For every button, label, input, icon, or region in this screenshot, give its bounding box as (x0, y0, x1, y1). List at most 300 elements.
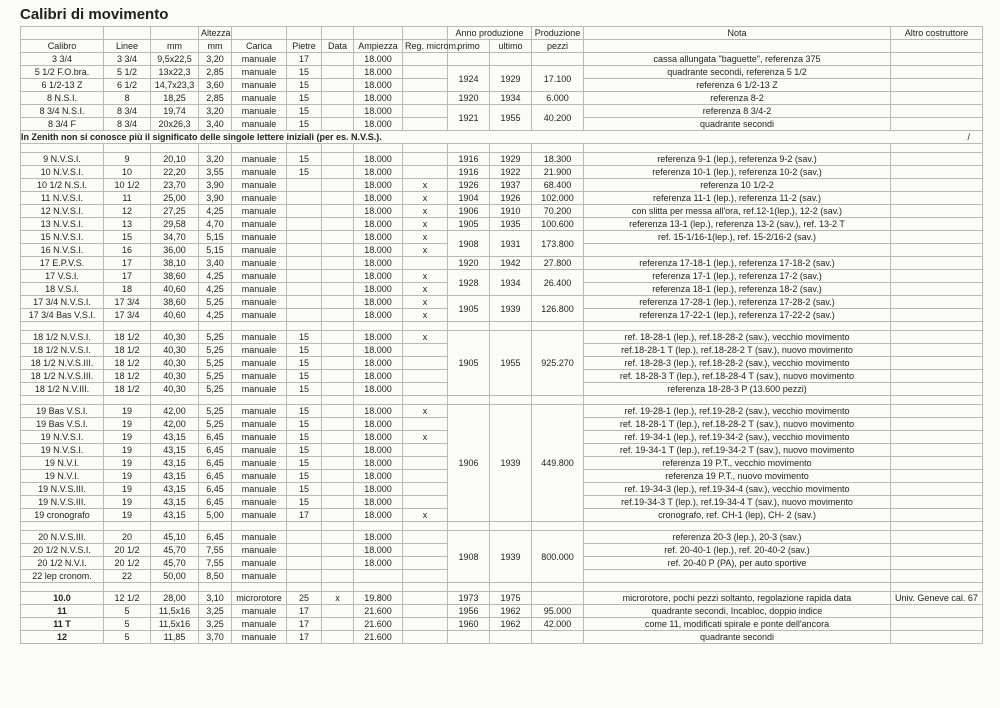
cell-reg-microm: x (403, 283, 448, 296)
cell-pezzi (532, 592, 584, 605)
cell-data (322, 457, 354, 470)
cell-primo: 1920 (448, 257, 490, 270)
cell-pezzi: 173.800 (532, 231, 584, 257)
cell-mm: 13x22,3 (151, 66, 199, 79)
cell-ampiezza: 19.800 (354, 592, 403, 605)
cell-data (322, 79, 354, 92)
cell-pietre: 15 (287, 431, 322, 444)
cell-calibro: 20 1/2 N.V.S.I. (21, 544, 104, 557)
cell-reg-microm: x (403, 509, 448, 522)
cell-nota: ref. 19-34-3 (lep.), ref.19-34-4 (sav.), vecchio movimento (584, 483, 891, 496)
cell-ampiezza: 18.000 (354, 66, 403, 79)
cell-data (322, 309, 354, 322)
cell-pezzi: 102.000 (532, 192, 584, 205)
cell-linee: 12 1/2 (104, 592, 151, 605)
cell-reg-microm (403, 357, 448, 370)
cell-reg-microm: x (403, 218, 448, 231)
cell-primo: 1920 (448, 92, 490, 105)
cell-pezzi: 17.100 (532, 66, 584, 92)
cell-ampiezza: 18.000 (354, 92, 403, 105)
cell-carica: manuale (232, 483, 287, 496)
cell-calibro: 15 N.V.S.I. (21, 231, 104, 244)
cell-calibro: 19 N.V.S.III. (21, 496, 104, 509)
cell-calibro: 18 1/2 N.V.S.III. (21, 357, 104, 370)
cell-data (322, 496, 354, 509)
cell-altro-costruttore (891, 105, 983, 118)
cell-data (322, 179, 354, 192)
cell-reg-microm: x (403, 270, 448, 283)
cell-altezza: 3,25 (199, 605, 232, 618)
cell-nota: referenza 13-1 (lep.), referenza 13-2 (sav.), ref. 13-2 T (584, 218, 891, 231)
cell-nota: quadrante secondi (584, 118, 891, 131)
cell-mm: 43,15 (151, 457, 199, 470)
cell-pezzi: 27.800 (532, 257, 584, 270)
cell-altro-costruttore (891, 470, 983, 483)
cell-reg-microm (403, 66, 448, 79)
cell-data (322, 618, 354, 631)
cell-nota: referenza 11-1 (lep.), referenza 11-2 (sav.) (584, 192, 891, 205)
cell-nota: ref.18-28-1 T (lep.), ref.18-28-2 T (sav.), nuovo movimento (584, 344, 891, 357)
cell-data (322, 53, 354, 66)
page-title: Calibri di movimento (20, 6, 169, 23)
cell-data (322, 631, 354, 644)
cell-altezza: 5,25 (199, 418, 232, 431)
cell-carica: manuale (232, 105, 287, 118)
cell-pietre: 15 (287, 105, 322, 118)
cell-nota: ref. 15-1/16-1(lep.), ref. 15-2/16-2 (sav.) (584, 231, 891, 244)
cell-pezzi: 449.800 (532, 405, 584, 522)
cell-mm: 43,15 (151, 470, 199, 483)
cell-reg-microm (403, 105, 448, 118)
cell-altro-costruttore (891, 570, 983, 583)
cell-calibro: 20 N.V.S.III. (21, 531, 104, 544)
cell-data (322, 557, 354, 570)
table-row (21, 592, 983, 605)
cell-pietre (287, 557, 322, 570)
cell-ultimo: 1942 (490, 257, 532, 270)
cell-reg-microm (403, 592, 448, 605)
cell-data (322, 218, 354, 231)
cell-linee: 20 1/2 (104, 544, 151, 557)
cell-linee: 19 (104, 418, 151, 431)
cell-linee: 19 (104, 509, 151, 522)
cell-pietre (287, 570, 322, 583)
cell-altezza: 3,40 (199, 257, 232, 270)
cell-reg-microm: x (403, 296, 448, 309)
table-row (21, 192, 983, 205)
cell-altro-costruttore (891, 309, 983, 322)
cell-carica: manuale (232, 618, 287, 631)
cell-ampiezza: 18.000 (354, 344, 403, 357)
cell-altezza: 6,45 (199, 470, 232, 483)
cell-data (322, 344, 354, 357)
cell-calibro: 8 N.S.I. (21, 92, 104, 105)
cell-altro-costruttore (891, 153, 983, 166)
cell-linee: 19 (104, 444, 151, 457)
header-data: Data (322, 40, 354, 53)
header-pezzi: pezzi (532, 40, 584, 53)
cell-mm: 45,70 (151, 557, 199, 570)
cell-data (322, 92, 354, 105)
cell-ultimo: 1955 (490, 105, 532, 131)
cell-mm: 50,00 (151, 570, 199, 583)
table-row (21, 405, 983, 418)
cell-linee: 20 1/2 (104, 557, 151, 570)
cell-ampiezza: 18.000 (354, 483, 403, 496)
cell-carica: manuale (232, 444, 287, 457)
cell-altro-costruttore (891, 244, 983, 257)
cell-reg-microm (403, 618, 448, 631)
cell-ampiezza: 18.000 (354, 244, 403, 257)
cell-ampiezza: 18.000 (354, 357, 403, 370)
cell-calibro: 18 V.S.I. (21, 283, 104, 296)
cell-reg-microm (403, 557, 448, 570)
cell-primo: 1905 (448, 296, 490, 322)
cell-altezza: 3,20 (199, 105, 232, 118)
cell-altezza: 3,10 (199, 592, 232, 605)
cell-nota: ref. 19-28-1 (lep.), ref.19-28-2 (sav.), vecchio movimento (584, 405, 891, 418)
cell-nota: referenza 10 1/2-2 (584, 179, 891, 192)
cell-pietre: 25 (287, 592, 322, 605)
cell-altezza: 7,55 (199, 557, 232, 570)
header-row-1 (21, 27, 983, 40)
cell-linee: 17 (104, 270, 151, 283)
cell-carica: manuale (232, 92, 287, 105)
table-row (21, 205, 983, 218)
cell-ultimo: 1937 (490, 179, 532, 192)
cell-nota: referenza 17-18-1 (lep.), referenza 17-18-2 (sav.) (584, 257, 891, 270)
cell-data (322, 231, 354, 244)
cell-altezza: 6,45 (199, 496, 232, 509)
cell-mm: 29,58 (151, 218, 199, 231)
cell-altro-costruttore (891, 79, 983, 92)
table-row (21, 231, 983, 244)
cell-pietre: 17 (287, 53, 322, 66)
table-row (21, 66, 983, 79)
cell-pietre: 15 (287, 457, 322, 470)
cell-calibro: 19 N.V.S.I. (21, 444, 104, 457)
table-row (21, 631, 983, 644)
cell-calibro: 17 V.S.I. (21, 270, 104, 283)
table-row (21, 153, 983, 166)
cell-linee: 18 1/2 (104, 331, 151, 344)
cell-nota: referenza 10-1 (lep.), referenza 10-2 (sav.) (584, 166, 891, 179)
cell-pietre: 15 (287, 118, 322, 131)
cell-mm: 43,15 (151, 509, 199, 522)
cell-ampiezza: 18.000 (354, 192, 403, 205)
cell-data (322, 470, 354, 483)
cell-pietre (287, 283, 322, 296)
cell-ultimo: 1934 (490, 270, 532, 296)
cell-nota: come 11, modificati spirale e ponte dell'ancora (584, 618, 891, 631)
cell-calibro: 6 1/2-13 Z (21, 79, 104, 92)
cell-ampiezza: 18.000 (354, 331, 403, 344)
cell-data (322, 418, 354, 431)
cell-mm: 40,60 (151, 309, 199, 322)
cell-linee: 12 (104, 205, 151, 218)
cell-nota: referenza 19 P.T., nuovo movimento (584, 470, 891, 483)
cell-mm: 28,00 (151, 592, 199, 605)
cell-reg-microm: x (403, 244, 448, 257)
cell-pietre: 15 (287, 383, 322, 396)
cell-ampiezza: 18.000 (354, 53, 403, 66)
cell-pietre: 15 (287, 418, 322, 431)
cell-data (322, 118, 354, 131)
header-reg-microm: Reg. microm. (403, 40, 448, 53)
cell-data: x (322, 592, 354, 605)
cell-ampiezza: 21.600 (354, 605, 403, 618)
cell-nota: ref.19-34-3 T (lep.), ref.19-34-4 T (sav.), nuovo movimento (584, 496, 891, 509)
cell-altro-costruttore (891, 605, 983, 618)
cell-nota (584, 244, 891, 257)
cell-reg-microm (403, 370, 448, 383)
cell-linee: 13 (104, 218, 151, 231)
cell-mm: 20x26,3 (151, 118, 199, 131)
cell-altro-costruttore (891, 283, 983, 296)
cell-mm: 36,00 (151, 244, 199, 257)
cell-carica: manuale (232, 118, 287, 131)
cell-data (322, 283, 354, 296)
cell-ultimo: 1962 (490, 605, 532, 618)
cell-pietre: 17 (287, 605, 322, 618)
cell-nota: ref. 19-34-1 T (lep.), ref.19-34-2 T (sav.), nuovo movimento (584, 444, 891, 457)
cell-primo: 1906 (448, 205, 490, 218)
cell-primo: 1916 (448, 166, 490, 179)
cell-linee: 5 (104, 618, 151, 631)
cell-carica: manuale (232, 570, 287, 583)
cell-carica: manuale (232, 166, 287, 179)
cell-pezzi: 100.600 (532, 218, 584, 231)
cell-data (322, 153, 354, 166)
cell-reg-microm (403, 605, 448, 618)
cell-altezza: 5,00 (199, 509, 232, 522)
cell-calibro: 18 1/2 N.V.S.I. (21, 344, 104, 357)
cell-carica: microrotore (232, 592, 287, 605)
cell-primo: 1905 (448, 218, 490, 231)
cell-nota: referenza 17-28-1 (lep.), referenza 17-28-2 (sav.) (584, 296, 891, 309)
cell-altezza: 3,40 (199, 118, 232, 131)
cell-pietre (287, 270, 322, 283)
cell-reg-microm (403, 53, 448, 66)
cell-calibro: 19 cronografo (21, 509, 104, 522)
cell-pietre: 15 (287, 444, 322, 457)
cell-altezza: 5,15 (199, 244, 232, 257)
cell-linee: 18 (104, 283, 151, 296)
cell-data (322, 570, 354, 583)
cell-primo: 1960 (448, 618, 490, 631)
cell-calibro: 8 3/4 F (21, 118, 104, 131)
cell-altro-costruttore (891, 531, 983, 544)
cell-mm: 19,74 (151, 105, 199, 118)
cell-data (322, 244, 354, 257)
cell-ampiezza: 18.000 (354, 383, 403, 396)
cell-data (322, 205, 354, 218)
cell-altro-costruttore (891, 66, 983, 79)
cell-nota: quadrante secondi, referenza 5 1/2 (584, 66, 891, 79)
cell-calibro: 19 Bas V.S.I. (21, 405, 104, 418)
cell-altezza: 4,70 (199, 218, 232, 231)
cell-linee: 19 (104, 470, 151, 483)
header-altezza-mm: mm (199, 40, 232, 53)
cell-altro-costruttore (891, 557, 983, 570)
cell-mm: 38,60 (151, 296, 199, 309)
cell-nota: microrotore, pochi pezzi soltanto, regolazione rapida data (584, 592, 891, 605)
cell-mm: 11,85 (151, 631, 199, 644)
cell-primo (448, 53, 490, 66)
cell-ampiezza: 18.000 (354, 153, 403, 166)
cell-carica: manuale (232, 509, 287, 522)
cell-carica: manuale (232, 153, 287, 166)
cell-linee: 15 (104, 231, 151, 244)
cell-pietre (287, 257, 322, 270)
cell-altro-costruttore (891, 92, 983, 105)
cell-ampiezza: 18.000 (354, 205, 403, 218)
cell-linee: 16 (104, 244, 151, 257)
table-row (21, 179, 983, 192)
cell-carica: manuale (232, 470, 287, 483)
cell-linee: 17 3/4 (104, 296, 151, 309)
cell-mm: 40,30 (151, 344, 199, 357)
remark-row (21, 131, 983, 144)
cell-pietre: 15 (287, 357, 322, 370)
cell-mm: 42,00 (151, 405, 199, 418)
cell-nota: ref. 18-28-3 (lep.), ref.18-28-2 (sav.), vecchio movimento (584, 357, 891, 370)
cell-ampiezza: 18.000 (354, 283, 403, 296)
cell-carica: manuale (232, 53, 287, 66)
cell-nota: referenza 17-22-1 (lep.), referenza 17-22-2 (sav.) (584, 309, 891, 322)
cell-ultimo: 1922 (490, 166, 532, 179)
header-mm: mm (151, 40, 199, 53)
cell-altezza: 4,25 (199, 283, 232, 296)
cell-primo: 1908 (448, 231, 490, 257)
cell-calibro: 17 3/4 Bas V.S.I. (21, 309, 104, 322)
cell-reg-microm: x (403, 309, 448, 322)
cell-linee: 19 (104, 405, 151, 418)
cell-ampiezza: 18.000 (354, 544, 403, 557)
cell-linee: 5 (104, 631, 151, 644)
cell-ampiezza: 18.000 (354, 370, 403, 383)
cell-nota: referenza 18-28-3 P (13.600 pezzi) (584, 383, 891, 396)
cell-linee: 3 3/4 (104, 53, 151, 66)
cell-ultimo: 1910 (490, 205, 532, 218)
cell-primo: 1921 (448, 105, 490, 131)
cell-linee: 10 (104, 166, 151, 179)
cell-carica: manuale (232, 179, 287, 192)
cell-nota: con slitta per messa all'ora, ref.12-1(lep.), 12-2 (sav.) (584, 205, 891, 218)
cell-linee: 5 1/2 (104, 66, 151, 79)
cell-altezza: 5,25 (199, 405, 232, 418)
cell-pezzi (532, 631, 584, 644)
cell-altezza: 5,25 (199, 357, 232, 370)
cell-reg-microm (403, 570, 448, 583)
cell-nota: ref. 20-40 P (PA), per auto sportive (584, 557, 891, 570)
cell-data (322, 605, 354, 618)
cell-mm: 40,30 (151, 383, 199, 396)
cell-data (322, 166, 354, 179)
cell-carica: manuale (232, 257, 287, 270)
cell-altro-costruttore (891, 418, 983, 431)
cell-reg-microm: x (403, 331, 448, 344)
cell-linee: 17 (104, 257, 151, 270)
table-row (21, 270, 983, 283)
cell-calibro: 12 (21, 631, 104, 644)
cell-pezzi: 95.000 (532, 605, 584, 618)
cell-ampiezza: 18.000 (354, 179, 403, 192)
cell-mm: 20,10 (151, 153, 199, 166)
cell-data (322, 544, 354, 557)
cell-reg-microm (403, 418, 448, 431)
cell-pietre: 15 (287, 344, 322, 357)
cell-altezza: 4,25 (199, 270, 232, 283)
cell-ampiezza: 21.600 (354, 631, 403, 644)
cell-calibro: 8 3/4 N.S.I. (21, 105, 104, 118)
cell-reg-microm: x (403, 405, 448, 418)
header-anno-produzione: Anno produzione (448, 27, 532, 40)
cell-pietre: 15 (287, 405, 322, 418)
cell-mm: 43,15 (151, 496, 199, 509)
cell-ampiezza: 18.000 (354, 309, 403, 322)
cell-reg-microm (403, 79, 448, 92)
cell-reg-microm (403, 444, 448, 457)
cell-reg-microm: x (403, 231, 448, 244)
cell-linee: 8 3/4 (104, 118, 151, 131)
cell-nota: quadrante secondi (584, 631, 891, 644)
cell-data (322, 257, 354, 270)
cell-altezza: 3,25 (199, 618, 232, 631)
cell-nota: quadrante secondi, Incabloc, doppio indice (584, 605, 891, 618)
cell-carica: manuale (232, 218, 287, 231)
cell-reg-microm (403, 631, 448, 644)
cell-data (322, 431, 354, 444)
cell-pietre: 15 (287, 153, 322, 166)
cell-mm: 25,00 (151, 192, 199, 205)
cell-linee: 19 (104, 457, 151, 470)
cell-altro-costruttore (891, 431, 983, 444)
cell-pietre: 17 (287, 631, 322, 644)
cell-ampiezza: 18.000 (354, 509, 403, 522)
cell-pezzi: 126.800 (532, 296, 584, 322)
cell-pietre: 15 (287, 331, 322, 344)
cell-mm: 43,15 (151, 483, 199, 496)
cell-pietre (287, 309, 322, 322)
cell-calibro: 18 1/2 N.V.III. (21, 383, 104, 396)
cell-linee: 11 (104, 192, 151, 205)
cell-carica: manuale (232, 192, 287, 205)
header-produzione: Produzione (532, 27, 584, 40)
spacer-row (21, 522, 983, 531)
cell-carica: manuale (232, 496, 287, 509)
table-row (21, 218, 983, 231)
header-altro-costruttore: Altro costruttore (891, 27, 983, 40)
cell-mm: 45,10 (151, 531, 199, 544)
cell-altezza: 6,45 (199, 457, 232, 470)
cell-altro-costruttore (891, 344, 983, 357)
cell-altezza: 6,45 (199, 483, 232, 496)
cell-mm: 40,60 (151, 283, 199, 296)
cell-calibro: 5 1/2 F.O.bra. (21, 66, 104, 79)
cell-ultimo: 1931 (490, 231, 532, 257)
remark-mark: / (967, 132, 970, 142)
header-pietre: Pietre (287, 40, 322, 53)
header-linee: Linee (104, 40, 151, 53)
cell-linee: 5 (104, 605, 151, 618)
cell-pietre (287, 218, 322, 231)
cell-ampiezza: 18.000 (354, 557, 403, 570)
cell-calibro: 22 lep cronom. (21, 570, 104, 583)
cell-reg-microm (403, 470, 448, 483)
cell-calibro: 11 T (21, 618, 104, 631)
cell-nota: referenza 8 3/4-2 (584, 105, 891, 118)
